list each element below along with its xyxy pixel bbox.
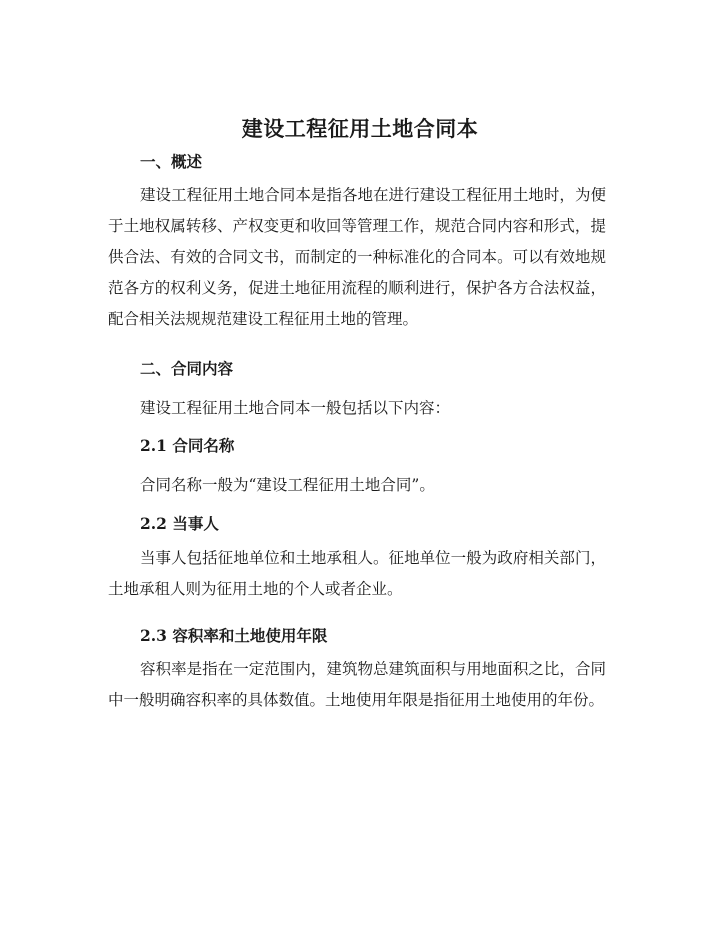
subsection-text-contract-name: 合同名称一般为“建设工程征用土地合同”。 [140, 476, 435, 494]
subsection-heading-contract-name: 2.1 合同名称 [140, 436, 235, 455]
subsection-text-plot-ratio: 容积率是指在一定范围内，建筑物总建筑面积与用地面积之比，合同中一般明确容积率的具体数值。土地使用年限是指征用土地使用的年份。 [108, 660, 606, 709]
document-title: 建设工程征用土地合同本 [241, 116, 479, 141]
subsection-heading-plot-ratio: 2.3 容积率和土地使用年限 [140, 626, 328, 645]
section-heading-overview: 一、概述 [140, 152, 203, 171]
subsection-text-parties: 当事人包括征地单位和土地承租人。征地单位一般为政府相关部门，土地承租人则为征用土地的个人或者企业。 [108, 549, 606, 598]
contents-intro: 建设工程征用土地合同本一般包括以下内容： [140, 399, 451, 417]
subsection-heading-parties: 2.2 当事人 [140, 514, 219, 533]
overview-paragraph: 建设工程征用土地合同本是指各地在进行建设工程征用土地时，为便于土地权属转移、产权变更和收回等管理工作，规范合同内容和形式，提供合法、有效的合同文书，而制定的一种标准化的合同本。可以有效地规范各方的权利义务，促进土地征用流程的顺利进行，保护各方合法权益，配合相关法规规范建设工程征用土地的管理。 [108, 186, 606, 328]
section-heading-contents: 二、合同内容 [140, 359, 234, 378]
